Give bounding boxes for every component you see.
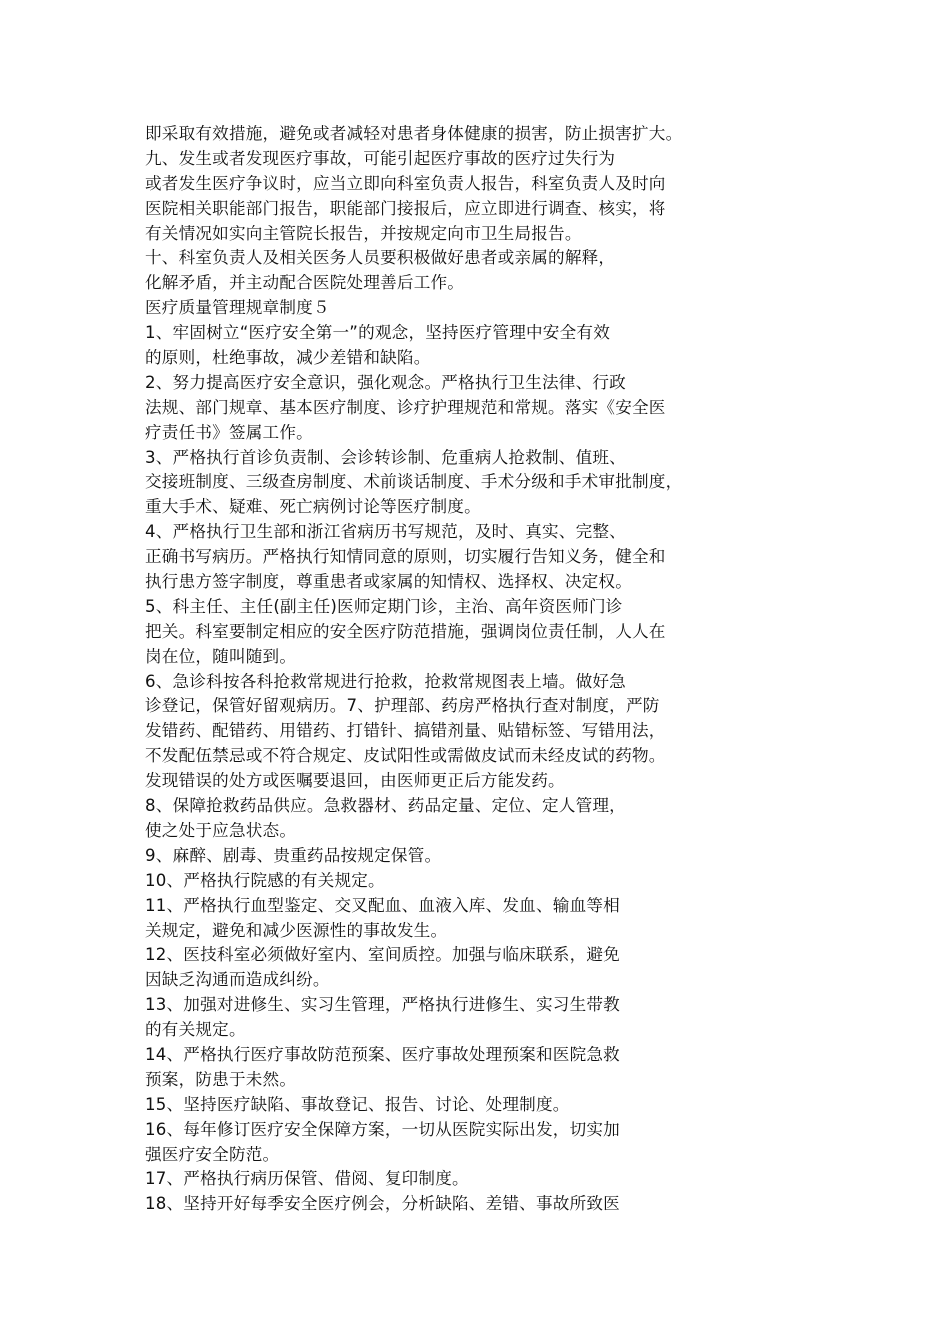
text-line: 预案，防患于未然。	[145, 1069, 297, 1089]
text-line: 化解矛盾，并主动配合医院处理善后工作。	[145, 273, 465, 293]
text-line: 重大手术、疑难、死亡病例讨论等医疗制度。	[145, 497, 481, 517]
text-line: 发现错误的处方或医嘱要退回，由医师更正后方能发药。	[145, 771, 565, 791]
text-line: 4、严格执行卫生部和浙江省病历书写规范，及时、真实、完整、	[145, 522, 626, 542]
text-line: 或者发生医疗争议时，应当立即向科室负责人报告，科室负责人及时向	[145, 173, 666, 193]
text-line: 法规、部门规章、基本医疗制度、诊疗护理规范和常规。落实《安全医	[145, 397, 666, 417]
text-line: 交接班制度、三级查房制度、术前谈话制度、手术分级和手术审批制度，	[145, 472, 683, 492]
text-line: 1、牢固树立“医疗安全第一”的观念，坚持医疗管理中安全有效	[145, 323, 610, 343]
text-line: 诊登记，保管好留观病历。7、护理部、药房严格执行查对制度，严防	[145, 696, 660, 716]
text-line: 12、医技科室必须做好室内、室间质控。加强与临床联系，避免	[145, 945, 620, 965]
text-line: 医疗质量管理规章制度５	[145, 298, 330, 318]
text-line: 的原则，杜绝事故，减少差错和缺陷。	[145, 348, 431, 368]
text-line: 九、发生或者发现医疗事故，可能引起医疗事故的医疗过失行为	[145, 148, 616, 168]
text-line: 15、坚持医疗缺陷、事故登记、报告、讨论、处理制度。	[145, 1094, 570, 1114]
text-line: 14、严格执行医疗事故防范预案、医疗事故处理预案和医院急救	[145, 1044, 620, 1064]
text-line: 16、每年修订医疗安全保障方案，一切从医院实际出发，切实加	[145, 1119, 620, 1139]
text-line: 因缺乏沟通而造成纠纷。	[145, 970, 330, 990]
text-line: 18、坚持开好每季安全医疗例会，分析缺陷、差错、事故所致医	[145, 1194, 620, 1214]
text-line: 十、科室负责人及相关医务人员要积极做好患者或亲属的解释，	[145, 248, 616, 268]
text-line: 17、严格执行病历保管、借阅、复印制度。	[145, 1169, 469, 1189]
text-line: 3、严格执行首诊负责制、会诊转诊制、危重病人抢救制、值班、	[145, 447, 626, 467]
text-line: 医院相关职能部门报告，职能部门接报后，应立即进行调查、核实，将	[145, 198, 666, 218]
text-line: 10、严格执行院感的有关规定。	[145, 870, 385, 890]
text-line: 强医疗安全防范。	[145, 1144, 280, 1164]
text-line: 不发配伍禁忌或不符合规定、皮试阳性或需做皮试而未经皮试的药物。	[145, 746, 666, 766]
text-line: 正确书写病历。严格执行知情同意的原则，切实履行告知义务，健全和	[145, 547, 666, 567]
document-body	[145, 122, 935, 1217]
text-line: 2、努力提高医疗安全意识，强化观念。严格执行卫生法律、行政	[145, 372, 626, 392]
text-line: 岗在位，随叫随到。	[145, 646, 297, 666]
text-line: 发错药、配错药、用错药、打错针、搞错剂量、贴错标签、写错用法，	[145, 721, 666, 741]
text-line: 5、科主任、主任(副主任)医师定期门诊，主治、高年资医师门诊	[145, 596, 623, 616]
text-line: 11、严格执行血型鉴定、交叉配血、血液入库、发血、输血等相	[145, 895, 620, 915]
text-line: 9、麻醉、剧毒、贵重药品按规定保管。	[145, 845, 442, 865]
text-line: 把关。科室要制定相应的安全医疗防范措施，强调岗位责任制，人人在	[145, 621, 666, 641]
text-line: 的有关规定。	[145, 1020, 246, 1040]
text-line: 使之处于应急状态。	[145, 820, 297, 840]
text-line: 8、保障抢救药品供应。急救器材、药品定量、定位、定人管理，	[145, 796, 626, 816]
text-line: 6、急诊科按各科抢救常规进行抢救，抢救常规图表上墙。做好急	[145, 671, 626, 691]
text-line: 13、加强对进修生、实习生管理，严格执行进修生、实习生带教	[145, 995, 620, 1015]
text-line: 有关情况如实向主管院长报告，并按规定向市卫生局报告。	[145, 223, 582, 243]
text-line: 关规定，避免和减少医源性的事故发生。	[145, 920, 448, 940]
text-line: 执行患方签字制度，尊重患者或家属的知情权、选择权、决定权。	[145, 572, 633, 592]
text-line: 即采取有效措施，避免或者减轻对患者身体健康的损害，防止损害扩大。	[145, 124, 683, 143]
text-line: 疗责任书》签属工作。	[145, 422, 313, 442]
